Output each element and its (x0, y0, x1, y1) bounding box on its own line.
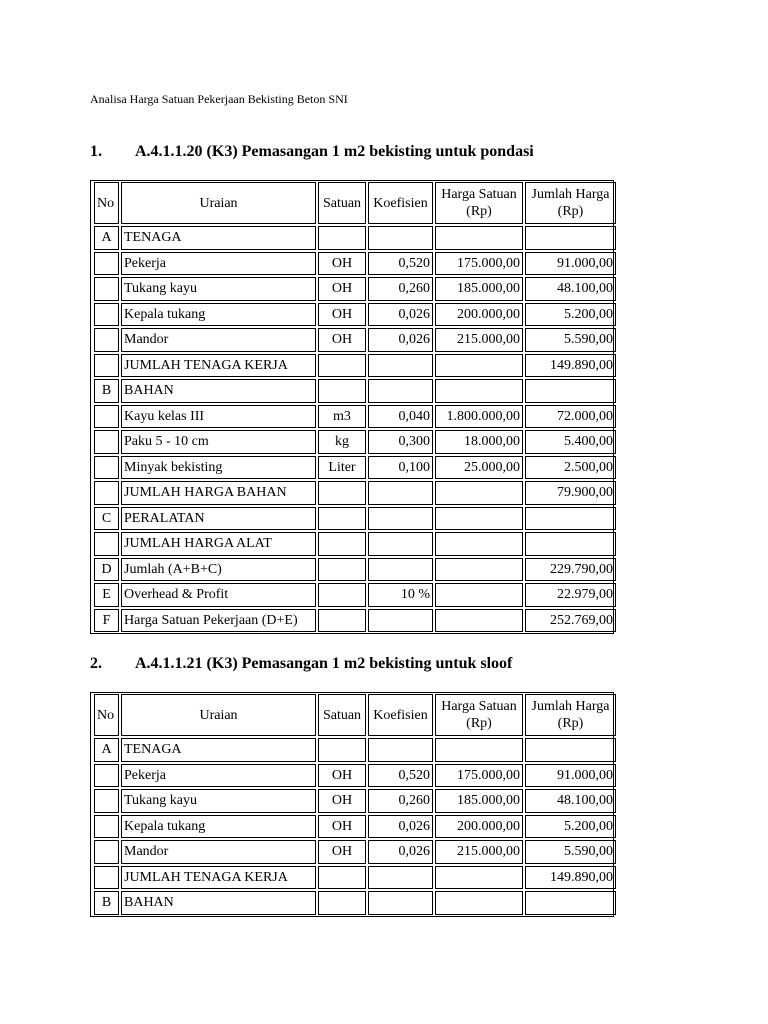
cell-satuan (318, 738, 366, 762)
table-row (94, 532, 616, 556)
table-row (94, 609, 616, 633)
cell-no: B (94, 891, 119, 915)
analysis-table-1 (90, 180, 614, 634)
cell-satuan (318, 226, 366, 250)
cell-harga-satuan: 200.000,00 (435, 303, 523, 327)
cell-uraian: Tukang kayu (121, 277, 316, 301)
cell-koefisien: 0,026 (368, 840, 433, 864)
cell-no (94, 789, 119, 813)
cell-harga-satuan: 185.000,00 (435, 789, 523, 813)
cell-no: A (94, 226, 119, 250)
table-row (94, 789, 616, 813)
cell-no (94, 840, 119, 864)
cell-no (94, 405, 119, 429)
cell-uraian: JUMLAH HARGA BAHAN (121, 481, 316, 505)
table-row (94, 430, 616, 454)
cell-jumlah-harga (525, 532, 616, 556)
cell-jumlah-harga: 149.890,00 (525, 354, 616, 378)
cell-no (94, 815, 119, 839)
cell-harga-satuan (435, 866, 523, 890)
cell-uraian: PERALATAN (121, 507, 316, 531)
cell-uraian: Harga Satuan Pekerjaan (D+E) (121, 609, 316, 633)
cell-no: B (94, 379, 119, 403)
cell-no (94, 354, 119, 378)
table-row (94, 252, 616, 276)
cell-harga-satuan (435, 507, 523, 531)
cell-koefisien (368, 609, 433, 633)
table-row (94, 456, 616, 480)
cell-jumlah-harga: 72.000,00 (525, 405, 616, 429)
cell-jumlah-harga: 229.790,00 (525, 558, 616, 582)
cell-harga-satuan (435, 738, 523, 762)
cell-no: F (94, 609, 119, 633)
cell-satuan (318, 583, 366, 607)
cell-koefisien: 0,026 (368, 303, 433, 327)
header-no: No (94, 694, 119, 736)
table-row (94, 738, 616, 762)
table-row (94, 558, 616, 582)
cell-koefisien: 0,520 (368, 252, 433, 276)
cell-koefisien: 0,260 (368, 277, 433, 301)
cell-uraian: BAHAN (121, 891, 316, 915)
section-heading-2 (90, 655, 512, 673)
cell-koefisien (368, 532, 433, 556)
cell-harga-satuan: 175.000,00 (435, 252, 523, 276)
table-row (94, 891, 616, 915)
table-row (94, 507, 616, 531)
cell-harga-satuan (435, 226, 523, 250)
cell-no: C (94, 507, 119, 531)
cell-uraian: Kepala tukang (121, 303, 316, 327)
cell-uraian: Mandor (121, 840, 316, 864)
cell-koefisien: 0,026 (368, 815, 433, 839)
table-row (94, 354, 616, 378)
cell-harga-satuan (435, 354, 523, 378)
cell-uraian: BAHAN (121, 379, 316, 403)
cell-satuan (318, 507, 366, 531)
cell-jumlah-harga (525, 891, 616, 915)
cell-uraian: Jumlah (A+B+C) (121, 558, 316, 582)
cell-uraian: Paku 5 - 10 cm (121, 430, 316, 454)
cell-uraian: Tukang kayu (121, 789, 316, 813)
table-row (94, 226, 616, 250)
table-row (94, 481, 616, 505)
cell-no: D (94, 558, 119, 582)
table-row (94, 866, 616, 890)
cell-harga-satuan: 215.000,00 (435, 840, 523, 864)
cell-no (94, 532, 119, 556)
cell-harga-satuan: 1.800.000,00 (435, 405, 523, 429)
cell-jumlah-harga: 5.590,00 (525, 328, 616, 352)
cell-no (94, 277, 119, 301)
table-row (94, 277, 616, 301)
cell-koefisien (368, 558, 433, 582)
cell-satuan (318, 866, 366, 890)
table-row (94, 840, 616, 864)
section-number: 1. (90, 143, 102, 160)
cell-satuan (318, 891, 366, 915)
header-jumlah-harga: Jumlah Harga (Rp) (525, 694, 616, 736)
cell-satuan: OH (318, 277, 366, 301)
cell-koefisien (368, 866, 433, 890)
cell-jumlah-harga (525, 507, 616, 531)
cell-harga-satuan: 175.000,00 (435, 764, 523, 788)
cell-koefisien: 0,300 (368, 430, 433, 454)
cell-no: A (94, 738, 119, 762)
cell-no (94, 328, 119, 352)
section-title: A.4.1.1.21 (K3) Pemasangan 1 m2 bekisting untuk sloof (135, 655, 513, 672)
cell-uraian: JUMLAH HARGA ALAT (121, 532, 316, 556)
cell-no (94, 481, 119, 505)
cell-uraian: TENAGA (121, 226, 316, 250)
cell-satuan: OH (318, 789, 366, 813)
cell-jumlah-harga (525, 738, 616, 762)
cell-uraian: Kayu kelas III (121, 405, 316, 429)
cell-uraian: Kepala tukang (121, 815, 316, 839)
analysis-table-2 (90, 692, 614, 917)
table-row (94, 303, 616, 327)
cell-harga-satuan: 25.000,00 (435, 456, 523, 480)
cell-koefisien: 0,260 (368, 789, 433, 813)
table-row (94, 764, 616, 788)
table-header-row (94, 182, 616, 224)
table-header-row (94, 694, 616, 736)
cell-harga-satuan (435, 891, 523, 915)
header-harga-satuan: Harga Satuan (Rp) (435, 694, 523, 736)
header-uraian: Uraian (121, 694, 316, 736)
cell-jumlah-harga: 91.000,00 (525, 764, 616, 788)
cell-jumlah-harga: 48.100,00 (525, 789, 616, 813)
cell-uraian: TENAGA (121, 738, 316, 762)
cell-no (94, 430, 119, 454)
cell-koefisien: 0,026 (368, 328, 433, 352)
cell-harga-satuan (435, 379, 523, 403)
header-uraian: Uraian (121, 182, 316, 224)
cell-uraian: Pekerja (121, 764, 316, 788)
cell-satuan (318, 481, 366, 505)
cell-satuan (318, 609, 366, 633)
header-satuan: Satuan (318, 182, 366, 224)
cell-jumlah-harga: 252.769,00 (525, 609, 616, 633)
section-title: A.4.1.1.20 (K3) Pemasangan 1 m2 bekisting untuk pondasi (135, 143, 534, 160)
cell-satuan: OH (318, 303, 366, 327)
section-number: 2. (90, 655, 102, 672)
header-harga-satuan: Harga Satuan (Rp) (435, 182, 523, 224)
cell-uraian: Mandor (121, 328, 316, 352)
cell-satuan: OH (318, 840, 366, 864)
cell-uraian: JUMLAH TENAGA KERJA (121, 354, 316, 378)
cell-no (94, 764, 119, 788)
cell-satuan (318, 379, 366, 403)
cell-koefisien (368, 226, 433, 250)
header-koefisien: Koefisien (368, 182, 433, 224)
cell-jumlah-harga: 22.979,00 (525, 583, 616, 607)
table-row (94, 379, 616, 403)
cell-satuan: OH (318, 252, 366, 276)
cell-koefisien (368, 738, 433, 762)
cell-jumlah-harga: 5.200,00 (525, 815, 616, 839)
section-heading-1 (90, 143, 534, 161)
table-row (94, 328, 616, 352)
cell-satuan: OH (318, 764, 366, 788)
cell-no (94, 456, 119, 480)
cell-harga-satuan (435, 532, 523, 556)
cell-uraian: Minyak bekisting (121, 456, 316, 480)
table-row (94, 405, 616, 429)
header-no: No (94, 182, 119, 224)
cell-no: E (94, 583, 119, 607)
cell-no (94, 866, 119, 890)
cell-harga-satuan: 200.000,00 (435, 815, 523, 839)
table-row (94, 815, 616, 839)
cell-harga-satuan (435, 481, 523, 505)
cell-uraian: JUMLAH TENAGA KERJA (121, 866, 316, 890)
cell-satuan (318, 558, 366, 582)
cell-satuan: OH (318, 815, 366, 839)
cell-koefisien (368, 481, 433, 505)
cell-satuan: kg (318, 430, 366, 454)
cell-jumlah-harga: 48.100,00 (525, 277, 616, 301)
cell-uraian: Pekerja (121, 252, 316, 276)
cell-harga-satuan: 185.000,00 (435, 277, 523, 301)
cell-satuan: Liter (318, 456, 366, 480)
cell-jumlah-harga (525, 226, 616, 250)
cell-no (94, 252, 119, 276)
table-row (94, 583, 616, 607)
cell-koefisien (368, 507, 433, 531)
cell-satuan: m3 (318, 405, 366, 429)
cell-harga-satuan: 18.000,00 (435, 430, 523, 454)
cell-jumlah-harga: 5.590,00 (525, 840, 616, 864)
cell-no (94, 303, 119, 327)
document-title: Analisa Harga Satuan Pekerjaan Bekisting Beton SNI (90, 92, 348, 106)
cell-jumlah-harga: 5.200,00 (525, 303, 616, 327)
cell-koefisien: 0,100 (368, 456, 433, 480)
cell-jumlah-harga: 5.400,00 (525, 430, 616, 454)
cell-koefisien: 10 % (368, 583, 433, 607)
cell-harga-satuan (435, 583, 523, 607)
cell-jumlah-harga: 91.000,00 (525, 252, 616, 276)
cell-koefisien (368, 891, 433, 915)
cell-koefisien: 0,040 (368, 405, 433, 429)
header-jumlah-harga: Jumlah Harga (Rp) (525, 182, 616, 224)
cell-jumlah-harga (525, 379, 616, 403)
header-koefisien: Koefisien (368, 694, 433, 736)
cell-uraian: Overhead & Profit (121, 583, 316, 607)
cell-harga-satuan (435, 558, 523, 582)
cell-jumlah-harga: 149.890,00 (525, 866, 616, 890)
cell-koefisien (368, 354, 433, 378)
cell-harga-satuan (435, 609, 523, 633)
cell-koefisien (368, 379, 433, 403)
cell-satuan (318, 532, 366, 556)
cell-satuan (318, 354, 366, 378)
cell-jumlah-harga: 79.900,00 (525, 481, 616, 505)
header-satuan: Satuan (318, 694, 366, 736)
cell-jumlah-harga: 2.500,00 (525, 456, 616, 480)
cell-koefisien: 0,520 (368, 764, 433, 788)
cell-harga-satuan: 215.000,00 (435, 328, 523, 352)
cell-satuan: OH (318, 328, 366, 352)
